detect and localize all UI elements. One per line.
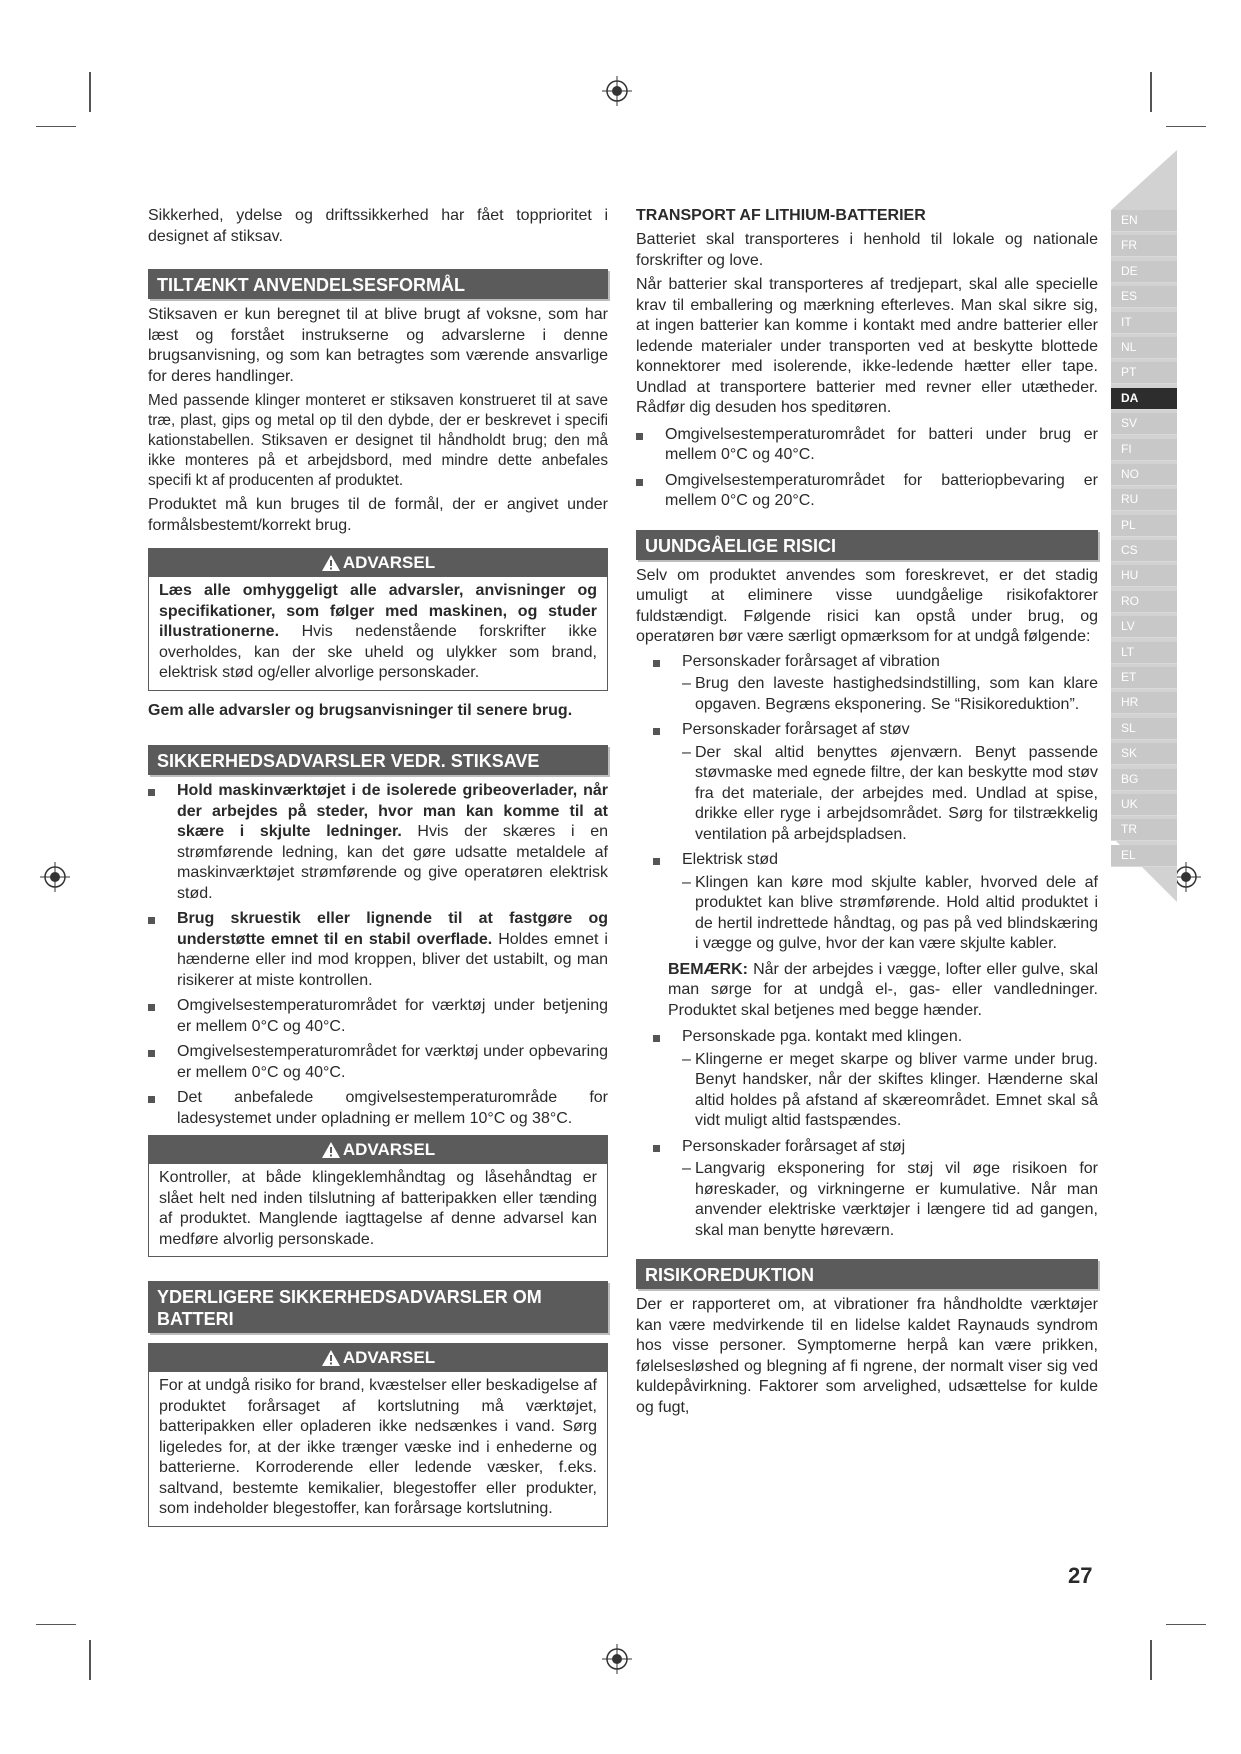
intended-use-p1: Stiksaven er kun beregnet til at blive brugt af voksne, som har læst og forstået instrukserne og advarslerne i denne brugsanvisning, og som kan betragtes som værende ansvarlige for deres handlinger. (148, 306, 608, 385)
crop-mark (1150, 72, 1152, 112)
language-tab-hr[interactable]: HR (1111, 692, 1177, 714)
language-tab-et[interactable]: ET (1111, 667, 1177, 689)
language-tab-lv[interactable]: LV (1111, 616, 1177, 638)
language-tab-pt[interactable]: PT (1111, 362, 1177, 384)
warning-triangle-icon (321, 554, 341, 572)
warning-box (148, 1343, 608, 1527)
language-tab-tr[interactable]: TR (1111, 819, 1177, 841)
risk-title: Personskader forårsaget af støv (682, 721, 910, 738)
list-item: Omgivelsestemperaturområdet for batteri under brug er mellem 0°C og 40°C. (636, 425, 1098, 466)
crop-mark (36, 1624, 76, 1625)
list-item (636, 1137, 1098, 1242)
risk-title: Elektrisk stød (682, 851, 779, 868)
warning-header (149, 549, 607, 577)
language-tab-da[interactable]: DA (1111, 388, 1177, 410)
warning-box (148, 1135, 608, 1257)
note-body: Når der arbejdes i vægge, lofter eller gulve, skal man sørge for at undgå el-, gas- eller vandledninger. Produktet skal betjenes med begge hænder. (668, 960, 1098, 1019)
intended-use-p3: Produktet må kun bruges til de formål, der er angivet under formålsbestemt/korrekt brug. (148, 496, 608, 534)
warning-header (149, 1344, 607, 1372)
residual-risks-list (636, 652, 1098, 955)
risk-detail: – Langvarig eksponering for støj vil øge risikoen for høreskader, og virkningerne er kumulative. Når man anvender elektriske værktøjer i længere tid ad gangen, skal man benytte høreværn. (682, 1159, 1098, 1241)
warning-text (159, 581, 597, 684)
keep-instructions-bold: Gem alle advarsler og brugsanvisninger til senere brug. (148, 701, 573, 719)
residual-risks-list-2 (636, 1027, 1098, 1241)
warning-label: ADVARSEL (342, 553, 436, 572)
language-tab-sk[interactable]: SK (1111, 743, 1177, 765)
language-tab-bg[interactable]: BG (1111, 769, 1177, 791)
risk-title: Personskader forårsaget af støj (682, 1137, 906, 1155)
warning-bold-text: Læs alle omhyggeligt alle advarsler, anvisninger og specifikationer, som følger med maskinen, og studer illustrationerne. (159, 582, 597, 640)
language-tab-es[interactable]: ES (1111, 286, 1177, 308)
crop-mark (89, 1640, 91, 1680)
section-header-risk-reduction: RISIKOREDUKTION (636, 1259, 1098, 1289)
list-item (636, 652, 1098, 716)
language-tab-el[interactable]: EL (1111, 845, 1177, 867)
language-tab-sl[interactable]: SL (1111, 718, 1177, 740)
intended-use-p2: Med passende klinger monteret er stiksaven konstrueret til at save træ, plast, gips og metal op til den dybde, der er beskrevet i specifi kationstabellen. Stiksaven er designet til håndholdt brug; den må ikke monteres på et arbejdsbord, med mindre dette anbefales specifi kt af producenten af produktet. (148, 392, 608, 489)
crop-mark (1166, 1624, 1206, 1625)
language-tab-lt[interactable]: LT (1111, 642, 1177, 664)
list-item: Det anbefalede omgivelsestemperaturområde for ladesystemet under opladning er mellem 10°C og 38°C. (148, 1088, 608, 1129)
warning-label: ADVARSEL (342, 1348, 436, 1367)
language-tab-it[interactable]: IT (1111, 312, 1177, 334)
risk-detail: – Brug den laveste hastighedsindstilling, som kan klare opgaven. Begræns eksponering. Se “Risikoreduktion”. (682, 674, 1098, 715)
transport-p1: Batteriet skal transporteres i henhold til lokale og nationale forskrifter og love. (636, 231, 1098, 269)
language-tab-sv[interactable]: SV (1111, 413, 1177, 435)
warning-rest-text: Hvis nedenstående forskrifter ikke overholdes, kan der ske uheld og ulykker som brand, elektrisk stød og/eller alvorlige personskader. (159, 623, 597, 681)
risk-title: Personskade pga. kontakt med klingen. (682, 1028, 963, 1045)
section-header-intended-use: TILTÆNKT ANVENDELSESFORMÅL (148, 269, 608, 299)
residual-risks-intro: Selv om produktet anvendes som foreskrevet, er det stadig umuligt at eliminere visse uundgåelige risikofaktorer fuldstændigt. Følgende risici kan opstå under brug, og operatøren bør være særligt opmærksom for at undgå følgende: (636, 566, 1098, 645)
language-sidebar (1111, 150, 1177, 902)
warning-text: Kontroller, at både klingeklemhåndtag og låsehåndtag er slået helt ned inden tilslutning af batteripakken eller tænding af produktet. Manglende iagttagelse af denne advarsel kan medføre alvorlig personskade. (159, 1169, 597, 1248)
language-tab-ru[interactable]: RU (1111, 489, 1177, 511)
language-tab-en[interactable]: EN (1111, 210, 1177, 232)
transport-p2: Når batterier skal transporteres af tredjepart, skal alle specielle krav til emballering og mærkning efterleves. Man skal sikre sig, at ingen batterier kan komme i kontakt med andre batterier eller ledende materialer under transporten ved at beskytte blottede konnektorer med isolerende, ikke-ledende hætter eller tape. Undlad at transportere batterier med revner eller utætheder. Rådfør dig desuden hos speditøren. (636, 276, 1098, 416)
right-column (636, 206, 1098, 1422)
registration-mark-icon (40, 862, 70, 892)
warning-triangle-icon (321, 1349, 341, 1367)
list-item: Omgivelsestemperaturområdet for batteriopbevaring er mellem 0°C og 20°C. (636, 471, 1098, 512)
list-item-bold: Hold maskinværktøjet i de isolerede gribeoverlader, når der arbejdes på steder, hvor man kan komme til at skære i skjulte ledninger. (177, 782, 608, 840)
language-tab-ro[interactable]: RO (1111, 591, 1177, 613)
list-item (148, 781, 608, 904)
section-header-residual-risks: UUNDGÅELIGE RISICI (636, 530, 1098, 560)
language-tab-no[interactable]: NO (1111, 464, 1177, 486)
registration-mark-icon (602, 76, 632, 106)
section-header-jigsaw-safety: SIKKERHEDSADVARSLER VEDR. STIKSAVE (148, 745, 608, 775)
list-item: Omgivelsestemperaturområdet for værktøj under opbevaring er mellem 0°C og 40°C. (148, 1042, 608, 1083)
section-header-battery-safety: YDERLIGERE SIKKERHEDSADVARSLER OM BATTERI (148, 1281, 608, 1333)
crop-mark (89, 72, 91, 112)
left-column (148, 206, 608, 1535)
language-tab-nl[interactable]: NL (1111, 337, 1177, 359)
crop-mark (1150, 1640, 1152, 1680)
list-item: Omgivelsestemperaturområdet for værktøj under betjening er mellem 0°C og 40°C. (148, 996, 608, 1037)
warning-text: For at undgå risiko for brand, kvæstelser eller beskadigelse af produktet forårsaget af kortslutning må værktøjet, batteripakken eller opladeren ikke nedsænkes i vand. Sørg ligeledes for, at der ikke trænger væske ind i enhederne og batterierne. Korroderende eller ledende væsker, f.eks. saltvand, bestemte kemikalier, blegestoffer eller produkter, som indeholder blegestoffer, kan forårsage kortslutning. (159, 1377, 597, 1517)
keep-instructions (148, 701, 608, 722)
list-item-text: Hvis der skæres i en strømførende ledning, kan det gøre udsatte metaldele af maskinværktøjet strømførende og give operatøren elektrisk stød. (177, 823, 609, 902)
language-tab-cs[interactable]: CS (1111, 540, 1177, 562)
language-tab-hu[interactable]: HU (1111, 565, 1177, 587)
jigsaw-safety-list (148, 781, 608, 1129)
transport-list (636, 425, 1098, 512)
note-label: BEMÆRK: (668, 960, 748, 978)
language-tabs (1111, 210, 1177, 870)
risk-reduction-p1: Der er rapporteret om, at vibrationer fra håndholdte værktøjer kan være medvirkende til en lidelse kaldet Raynauds syndrom hos visse personer. Symptomerne herpå kan være prikken, følelsesløshed og blegning af fi ngrene, der normalt viser sig ved kuldepåvirkning. Faktorer som arvelighed, udsættelse for kulde og fugt, (636, 1296, 1098, 1416)
risk-title: Personskader forårsaget af vibration (682, 652, 940, 670)
transport-heading: TRANSPORT AF LITHIUM-BATTERIER (636, 207, 926, 224)
list-item-text: Holdes emnet i hænderne eller ind mod kroppen, bliver det ustabilt, og man risikerer at miste kontrollen. (177, 930, 608, 989)
language-tab-de[interactable]: DE (1111, 261, 1177, 283)
language-tab-fr[interactable]: FR (1111, 235, 1177, 257)
warning-triangle-icon (321, 1141, 341, 1159)
warning-header (149, 1136, 607, 1164)
language-tab-uk[interactable]: UK (1111, 794, 1177, 816)
warning-box (148, 548, 608, 691)
intro-text: Sikkerhed, ydelse og driftssikkerhed har fået topprioritet i designet af stiksav. (148, 207, 608, 245)
list-item (636, 1027, 1098, 1132)
registration-mark-icon (602, 1644, 632, 1674)
list-item (636, 850, 1098, 955)
list-item (148, 909, 608, 991)
language-tab-fi[interactable]: FI (1111, 439, 1177, 461)
crop-mark (36, 126, 76, 127)
page-number: 27 (1068, 1563, 1093, 1588)
list-item-bold: Brug skruestik eller lignende til at fastgøre og understøtte emnet til en stabil overflade. (177, 910, 608, 948)
risk-detail: – Klingen kan køre mod skjulte kabler, hvorved dele af produktet kan blive strømførende. Hold altid produktet i de hertil indrettede håndtag, og pas på ved blindskæring i vægge og gulve, hvor der kan være skjulte kabler. (682, 873, 1098, 955)
warning-label: ADVARSEL (342, 1140, 436, 1159)
crop-mark (1166, 126, 1206, 127)
note-text (636, 960, 1098, 1022)
risk-detail: – Klingerne er meget skarpe og bliver varme under brug. Benyt handsker, når der skiftes klinger. Hænderne skal altid holdes på afstand af skæreområdet. Emnet skal så vidt muligt altid fastspændes. (682, 1050, 1098, 1132)
risk-detail: – Der skal altid benyttes øjenværn. Benyt passende støvmaske med egnede filtre, der kan beskytte mod støv fra det materiale, der arbejdes med. Undlad at spise, drikke eller ryge i arbejdsområdet. Sørg for tilstrækkelig ventilation på arbejdspladsen. (682, 743, 1098, 846)
list-item (636, 720, 1098, 845)
language-tab-pl[interactable]: PL (1111, 515, 1177, 537)
